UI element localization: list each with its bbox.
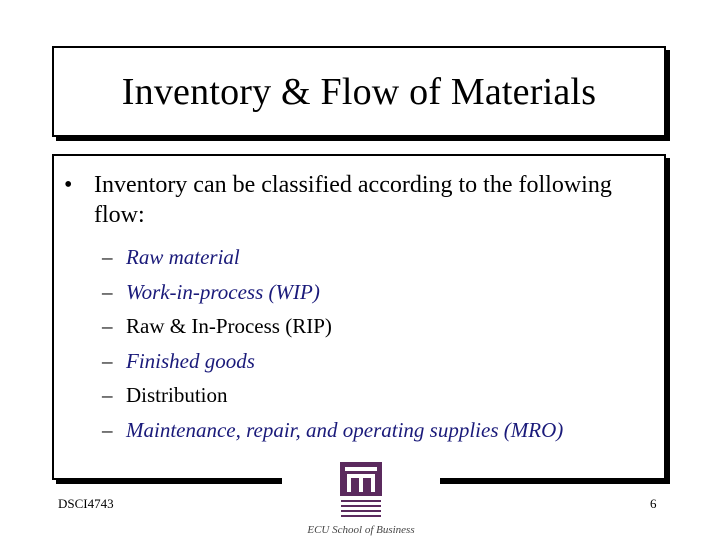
logo-caption: ECU School of Business [307,524,415,536]
dash-mark: – [102,348,113,373]
main-bullet [64,170,644,230]
footer-page-number: 6 [650,496,657,511]
subitem-text: Distribution [126,383,228,407]
subitem-text: Raw & In-Process (RIP) [126,314,332,338]
dash-mark: – [102,314,113,338]
list-item [54,413,664,448]
subitem-text: Finished goods [126,348,255,373]
bullet-text: Inventory can be classified according to the following flow: [94,172,612,228]
dash-mark: – [102,383,113,407]
list-item [54,240,664,275]
subitem-text: Raw material [126,245,240,269]
title-box [52,46,666,137]
subitem-text: Work-in-process (WIP) [126,279,320,304]
list-item [54,378,664,413]
ecu-logo-icon [339,462,383,522]
ecu-logo [282,456,440,540]
content-box [52,154,666,480]
bullet-mark: • [64,172,73,198]
footer-course-code: DSCI4743 [58,496,114,511]
subitem-text: Maintenance, repair, and operating supplies (MRO) [126,417,564,442]
slide-title: Inventory & Flow of Materials [121,70,597,113]
list-item [54,344,664,379]
list-item [54,275,664,310]
dash-mark: – [102,245,113,269]
dash-mark: – [102,279,113,304]
subitem-list [54,240,664,447]
dash-mark: – [102,417,113,442]
list-item [54,309,664,344]
